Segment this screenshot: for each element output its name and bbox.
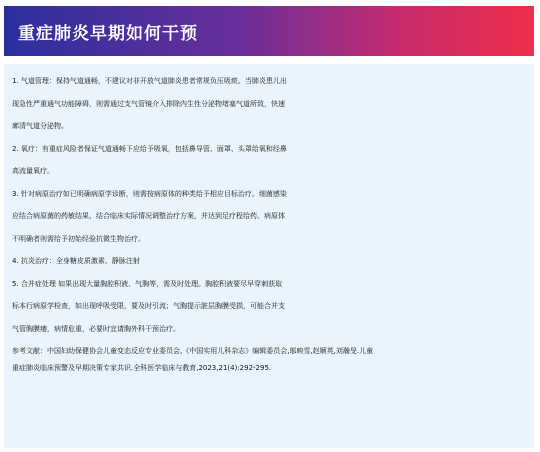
content-text xyxy=(12,70,532,376)
item-pathogen-treatment xyxy=(12,183,532,251)
page-title: 重症肺炎早期如何干预 xyxy=(18,24,198,44)
text-line: 应结合病原菌的药敏结果、结合临床实际情况调整治疗方案，并达到足疗程给药。病原体 xyxy=(12,212,285,220)
title-banner xyxy=(4,6,534,56)
article-card xyxy=(4,6,534,448)
text-line: 5. 合并症处理 如果出现大量胸腔积液、气胸等，需及时处理。胸腔积液要尽早穿刺获取 xyxy=(12,279,283,288)
item-oxygen-therapy xyxy=(12,138,532,183)
text-line: 气管胸膜瘘，病情危重，必要时宜请胸外科干预治疗。 xyxy=(12,324,180,333)
text-line: 3. 针对病原治疗如已明确病原学诊断，则需按病原体的种类给予相应目标治疗。细菌感染 xyxy=(12,189,287,198)
text-line: 廓清气道分泌物。 xyxy=(12,122,68,130)
text-line: 不明确者则需给予初始经验抗微生物治疗。 xyxy=(12,234,145,243)
text-line: 4. 抗炎治疗：全身糖皮质激素、静脉注射 xyxy=(12,257,140,265)
item-airway-management xyxy=(12,70,532,138)
reference-line: 重症肺炎临床预警及早期决策专家共识.全科医学临床与教育,2023,21(4):292-295. xyxy=(12,363,272,372)
text-line: 1. 气道管理：保持气道通畅，不建议对非开放气道肺炎患者常规负压吸痰。当肺炎患儿出 xyxy=(12,77,287,85)
item-complication-management xyxy=(12,273,532,341)
content-panel xyxy=(4,64,534,448)
reference-line: 参考文献：中国妇幼保健协会儿童变态反应专业委员会,《中国实用儿科杂志》编辑委员会,邬映雪,赵顺英,刘瀚旻.儿童 xyxy=(12,347,374,355)
reference-citation xyxy=(12,343,532,376)
text-line: 标本行病原学检查，如出现呼吸受限，要及时引流；气胸提示脏层胸膜受损，可能合并支 xyxy=(12,302,285,310)
text-line: 现急性严重通气功能障碍，则需通过支气管镜介入排除内生性分泌物堵塞气道所致，快速 xyxy=(12,99,285,108)
text-line: 2. 氧疗：有重症风险者保证气道通畅下应给予吸氧，包括鼻导管、面罩、头罩给氧和经鼻 xyxy=(12,144,287,153)
item-anti-inflammatory xyxy=(12,250,532,273)
text-line: 高流量氧疗。 xyxy=(12,167,54,175)
